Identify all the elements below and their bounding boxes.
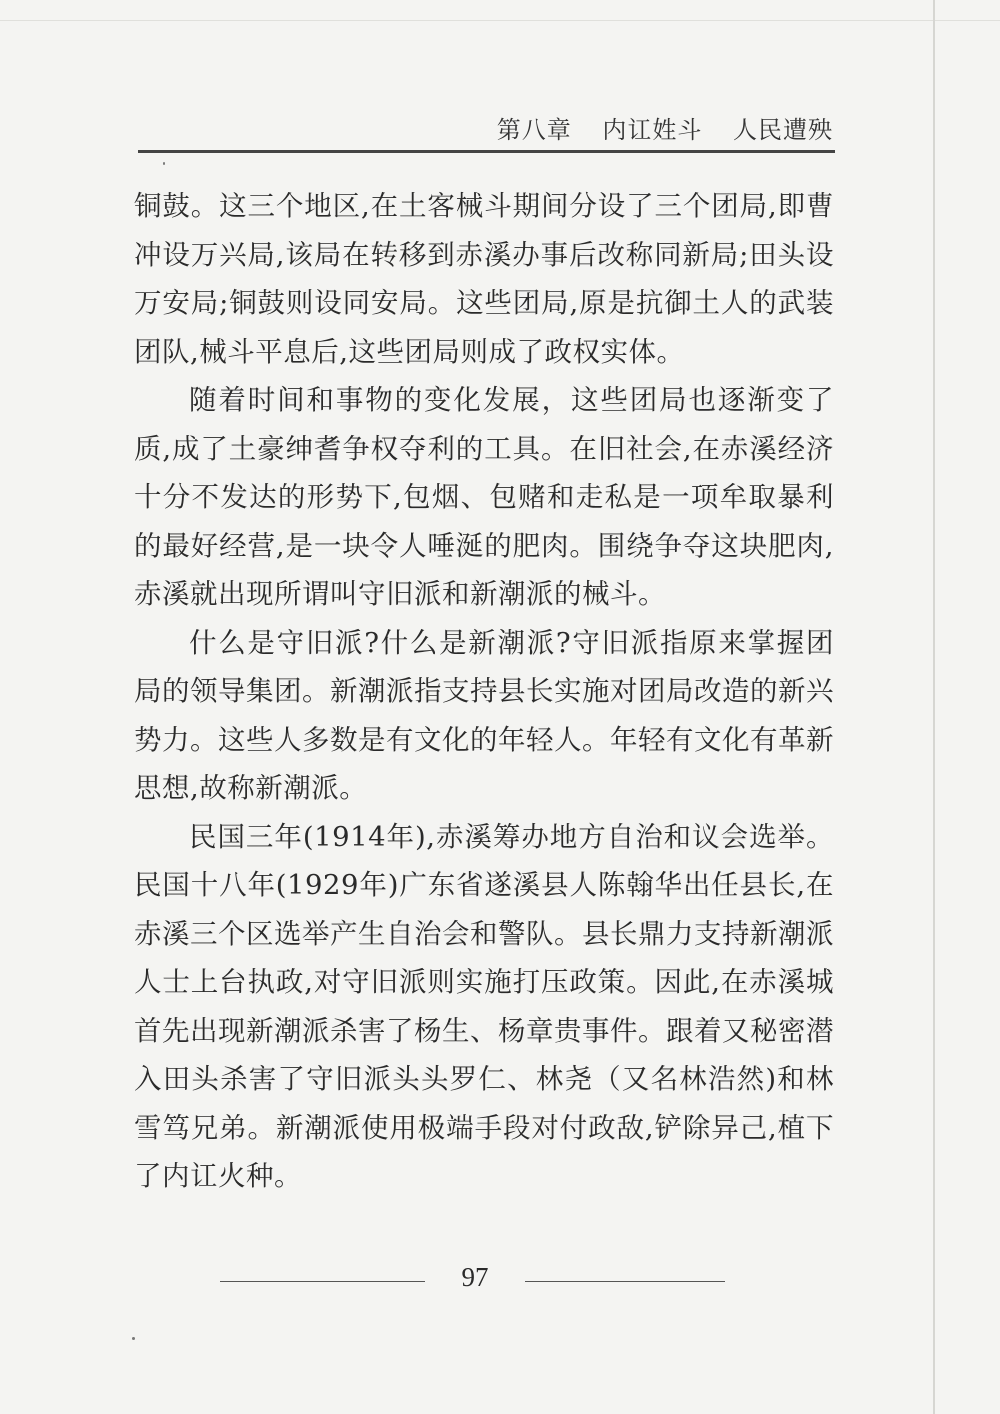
- body-text: [134, 182, 834, 1201]
- chapter-title-part2: 人民遭殃: [733, 116, 833, 144]
- running-header: [140, 110, 833, 145]
- footer-rule-right: [525, 1281, 725, 1282]
- page-edge-right: [933, 0, 935, 1414]
- paragraph: 民国三年(1914年),赤溪筹办地方自治和议会选举。民国十八年(1929年)广东省遂溪县人陈翰华出任县长,在赤溪三个区选举产生自治会和警队。县长鼎力支持新潮派人士上台执政,对守旧派则实施打压政策。因此,在赤溪城首先出现新潮派杀害了杨生、杨章贵事件。跟着又秘密潜入田头杀害了守旧派头头罗仁、林尧（又名林浩然)和林雪笃兄弟。新潮派使用极端手段对付政敌,铲除异己,植下了内讧火种。: [134, 820, 834, 1192]
- page-edge-top: [0, 20, 1000, 21]
- header-rule: [138, 150, 835, 153]
- page-number: 97: [461, 1262, 489, 1292]
- footer-rule-left: [220, 1281, 425, 1282]
- scan-speck: [163, 162, 165, 165]
- chapter-label: 第八章: [496, 116, 572, 144]
- paragraph: 随着时间和事物的变化发展，这些团局也逐渐变了质,成了土豪绅耆争权夺利的工具。在旧社会,在赤溪经济十分不发达的形势下,包烟、包赌和走私是一项牟取暴利的最好经营,是一块令人唾涎的肥肉。围绕争夺这块肥肉,赤溪就出现所谓叫守旧派和新潮派的械斗。: [134, 384, 834, 610]
- paragraph: 铜鼓。这三个地区,在土客械斗期间分设了三个团局,即曹冲设万兴局,该局在转移到赤溪办事后改称同新局;田头设万安局;铜鼓则设同安局。这些团局,原是抗御土人的武装团队,械斗平息后,这些团局则成了政权实体。: [134, 190, 834, 368]
- paragraph: 什么是守旧派?什么是新潮派?守旧派指原来掌握团局的领导集团。新潮派指支持县长实施对团局改造的新兴势力。这些人多数是有文化的年轻人。年轻有文化有革新思想,故称新潮派。: [134, 626, 834, 804]
- chapter-title-part1: 内讧姓斗: [602, 116, 703, 144]
- page-footer: [220, 1262, 820, 1302]
- scan-speck: [132, 1337, 135, 1340]
